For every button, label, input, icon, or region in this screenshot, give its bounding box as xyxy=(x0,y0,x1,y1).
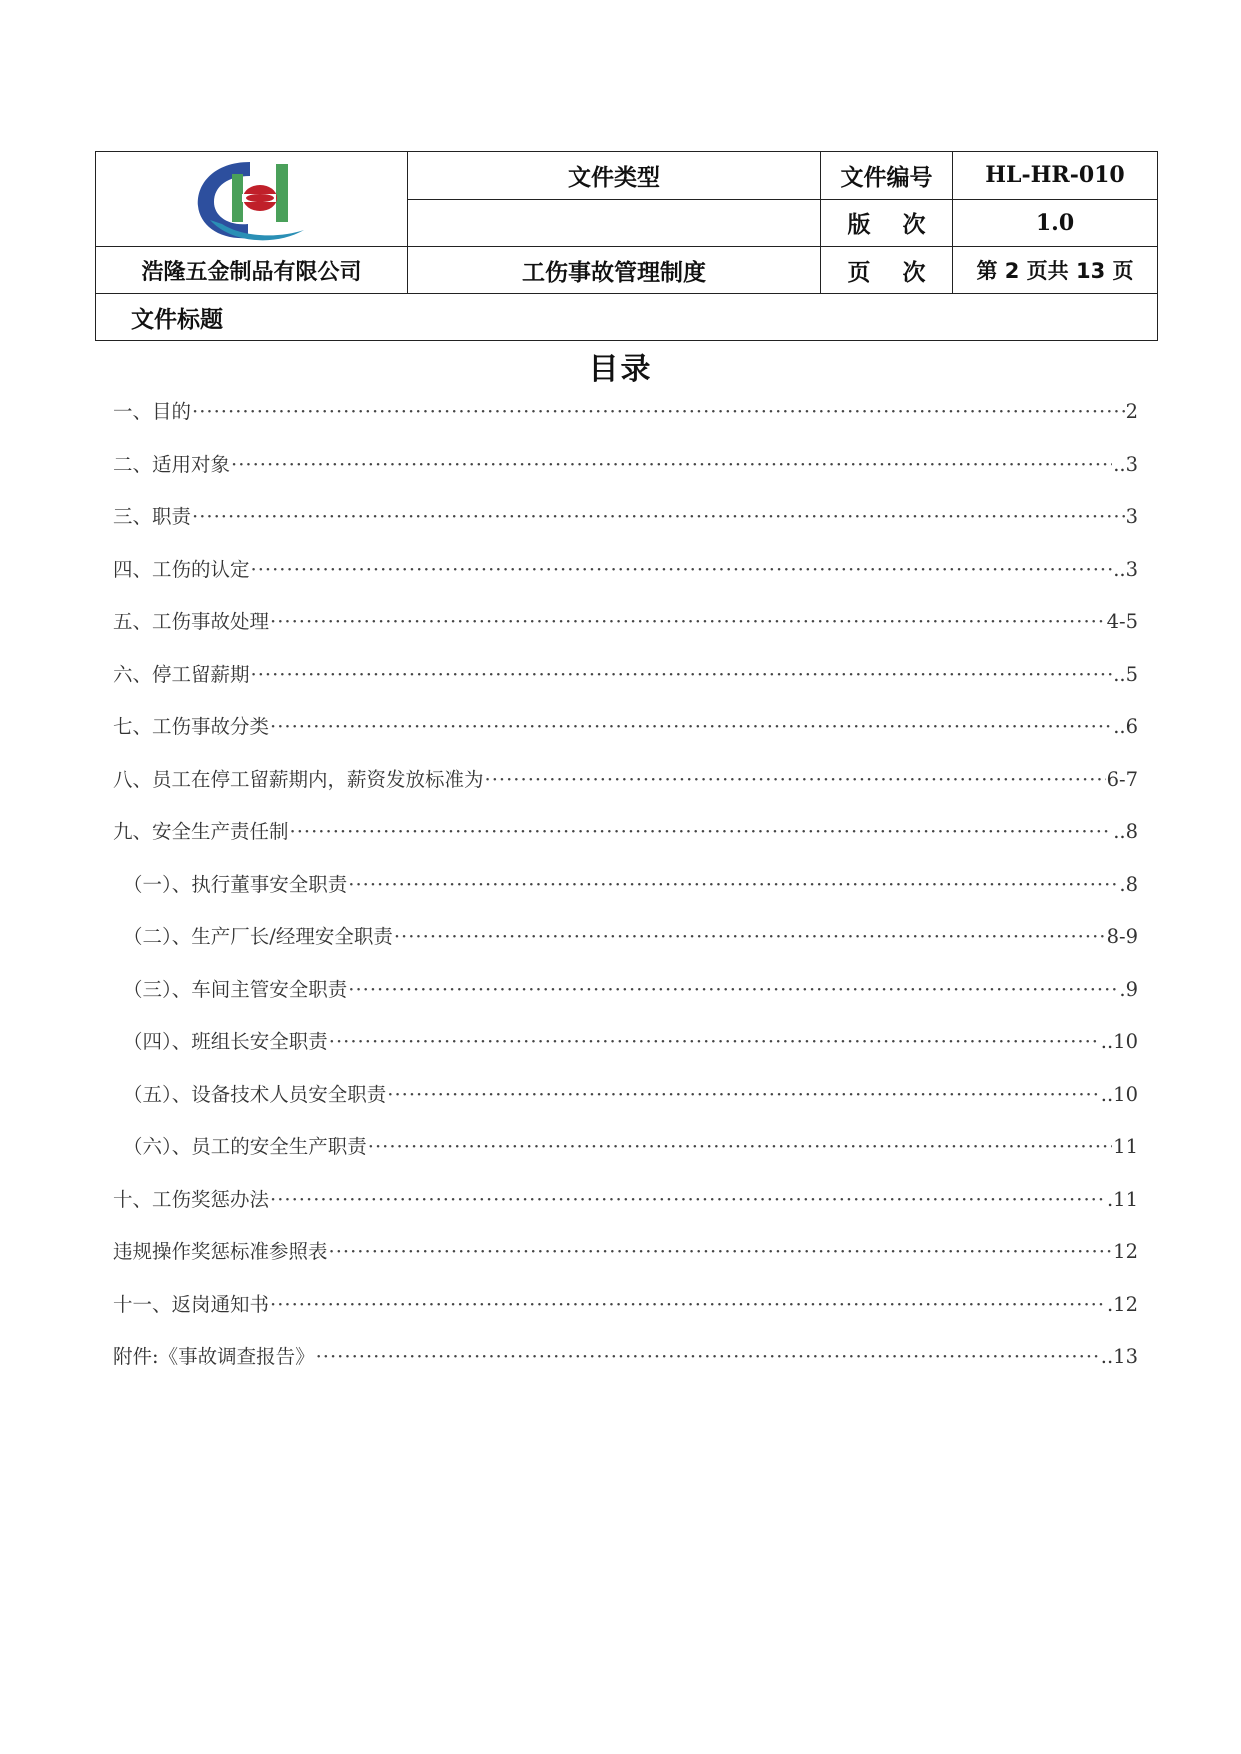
toc-entry-label: 二、适用对象 xyxy=(113,452,231,476)
toc-entry[interactable] xyxy=(113,1026,1138,1079)
toc-entry-page: 2 xyxy=(1125,400,1138,423)
toc-leader-dots xyxy=(329,1030,1100,1053)
doc-title-label: 文件标题 xyxy=(96,294,1158,341)
toc-entry-label: （五）、设备技术人员安全职责 xyxy=(123,1082,387,1106)
toc-entry-page: 11 xyxy=(1113,1135,1138,1158)
toc-entry-page: 3 xyxy=(1125,505,1138,528)
toc-entry-page: .11 xyxy=(1106,1187,1138,1211)
page-label-a: 页 xyxy=(847,259,871,286)
toc-leader-dots xyxy=(270,1188,1106,1211)
toc-entry[interactable] xyxy=(113,816,1138,869)
toc-entry-label: 违规操作奖惩标准参照表 xyxy=(113,1240,328,1263)
toc-leader-dots xyxy=(485,768,1106,791)
toc-entry[interactable] xyxy=(113,501,1138,554)
toc-entry[interactable] xyxy=(113,1289,1138,1342)
toc-entry-label: （六）、员工的安全生产职责 xyxy=(123,1135,367,1158)
toc-entry-page: .8 xyxy=(1119,872,1138,896)
toc-entry-page: .9 xyxy=(1119,977,1138,1001)
toc-leader-dots xyxy=(348,873,1118,896)
version-label-a: 版 xyxy=(847,212,871,239)
toc-entry[interactable] xyxy=(113,1184,1138,1237)
toc-leader-dots xyxy=(368,1135,1112,1158)
page-label-b: 次 xyxy=(902,259,926,286)
version-label-b: 次 xyxy=(902,212,926,239)
toc-entry[interactable] xyxy=(113,1341,1138,1394)
toc-entry-label: （四）、班组长安全职责 xyxy=(123,1030,328,1053)
company-name: 浩隆五金制品有限公司 xyxy=(96,247,408,294)
document-name: 工伤事故管理制度 xyxy=(408,247,821,294)
toc-leader-dots xyxy=(251,663,1113,686)
toc-entry-label: 一、目的 xyxy=(113,400,192,423)
toc-entry-page: ..13 xyxy=(1100,1345,1138,1368)
toc-entry[interactable] xyxy=(113,711,1138,764)
doc-number-label: 文件编号 xyxy=(821,152,953,200)
toc-leader-dots xyxy=(231,453,1112,476)
toc-entry[interactable] xyxy=(113,449,1138,502)
toc-entry-label: （一）、执行董事安全职责 xyxy=(123,872,348,896)
toc-leader-dots xyxy=(387,1083,1100,1106)
version-value: 1.0 xyxy=(953,199,1158,247)
toc-entry-page: ..3 xyxy=(1113,452,1138,476)
document-header-table xyxy=(95,151,1158,341)
toc-entry[interactable] xyxy=(113,396,1138,449)
toc-entry[interactable] xyxy=(113,764,1138,817)
toc-leader-dots xyxy=(251,558,1113,581)
table-of-contents xyxy=(113,396,1138,1394)
toc-leader-dots xyxy=(192,400,1125,423)
toc-entry-label: 十、工伤奖惩办法 xyxy=(113,1187,270,1211)
toc-entry[interactable] xyxy=(113,1079,1138,1132)
toc-entry[interactable] xyxy=(113,554,1138,607)
logo-cell xyxy=(96,152,408,247)
toc-entry[interactable] xyxy=(113,1236,1138,1289)
toc-entry-page: ..3 xyxy=(1113,557,1138,581)
doc-type-value xyxy=(408,199,821,247)
doc-type-label: 文件类型 xyxy=(408,152,821,200)
toc-leader-dots xyxy=(192,505,1125,528)
toc-entry-label: 七、工伤事故分类 xyxy=(113,715,270,738)
toc-leader-dots xyxy=(270,610,1106,633)
toc-entry-label: 九、安全生产责任制 xyxy=(113,820,289,843)
toc-entry-page: 4-5 xyxy=(1106,610,1138,633)
page-count-value: 第 2 页共 13 页 xyxy=(953,247,1158,294)
toc-leader-dots xyxy=(290,820,1113,843)
toc-entry[interactable] xyxy=(113,974,1138,1027)
toc-entry-label: 五、工伤事故处理 xyxy=(113,610,270,633)
toc-entry-label: 十一、返岗通知书 xyxy=(113,1292,270,1316)
toc-entry-page: 12 xyxy=(1113,1240,1138,1263)
toc-entry[interactable] xyxy=(113,659,1138,712)
toc-leader-dots xyxy=(348,978,1118,1001)
toc-leader-dots xyxy=(270,1293,1106,1316)
toc-entry-label: 八、员工在停工留薪期内，薪资发放标准为 xyxy=(113,767,484,791)
toc-entry-label: （二）、生产厂长/经理安全职责 xyxy=(123,925,393,948)
company-logo xyxy=(192,154,312,244)
toc-entry[interactable] xyxy=(113,869,1138,922)
toc-leader-dots xyxy=(270,715,1112,738)
toc-entry-label: 六、停工留薪期 xyxy=(113,662,250,686)
toc-entry-page: ..6 xyxy=(1113,715,1138,738)
toc-leader-dots xyxy=(329,1240,1113,1263)
toc-leader-dots xyxy=(316,1345,1100,1368)
toc-entry-label: 附件:《事故调查报告》 xyxy=(113,1345,315,1368)
toc-entry-page: ..8 xyxy=(1113,820,1138,843)
version-label xyxy=(821,199,953,247)
toc-entry-page: .12 xyxy=(1106,1292,1138,1316)
toc-entry-page: 8-9 xyxy=(1106,925,1138,948)
toc-entry-page: ..10 xyxy=(1100,1082,1138,1106)
toc-leader-dots xyxy=(394,925,1106,948)
toc-entry[interactable] xyxy=(113,921,1138,974)
toc-entry-label: 三、职责 xyxy=(113,505,192,528)
toc-entry-page: ..5 xyxy=(1113,662,1138,686)
toc-entry-label: 四、工伤的认定 xyxy=(113,557,250,581)
toc-title: 目录 xyxy=(588,352,653,387)
page-label xyxy=(821,247,953,294)
toc-entry[interactable] xyxy=(113,606,1138,659)
doc-number-value: HL-HR-010 xyxy=(953,152,1158,200)
toc-entry-page: ..10 xyxy=(1100,1030,1138,1053)
toc-entry-page: 6-7 xyxy=(1106,767,1138,791)
toc-entry-label: （三）、车间主管安全职责 xyxy=(123,977,348,1001)
toc-entry[interactable] xyxy=(113,1131,1138,1184)
